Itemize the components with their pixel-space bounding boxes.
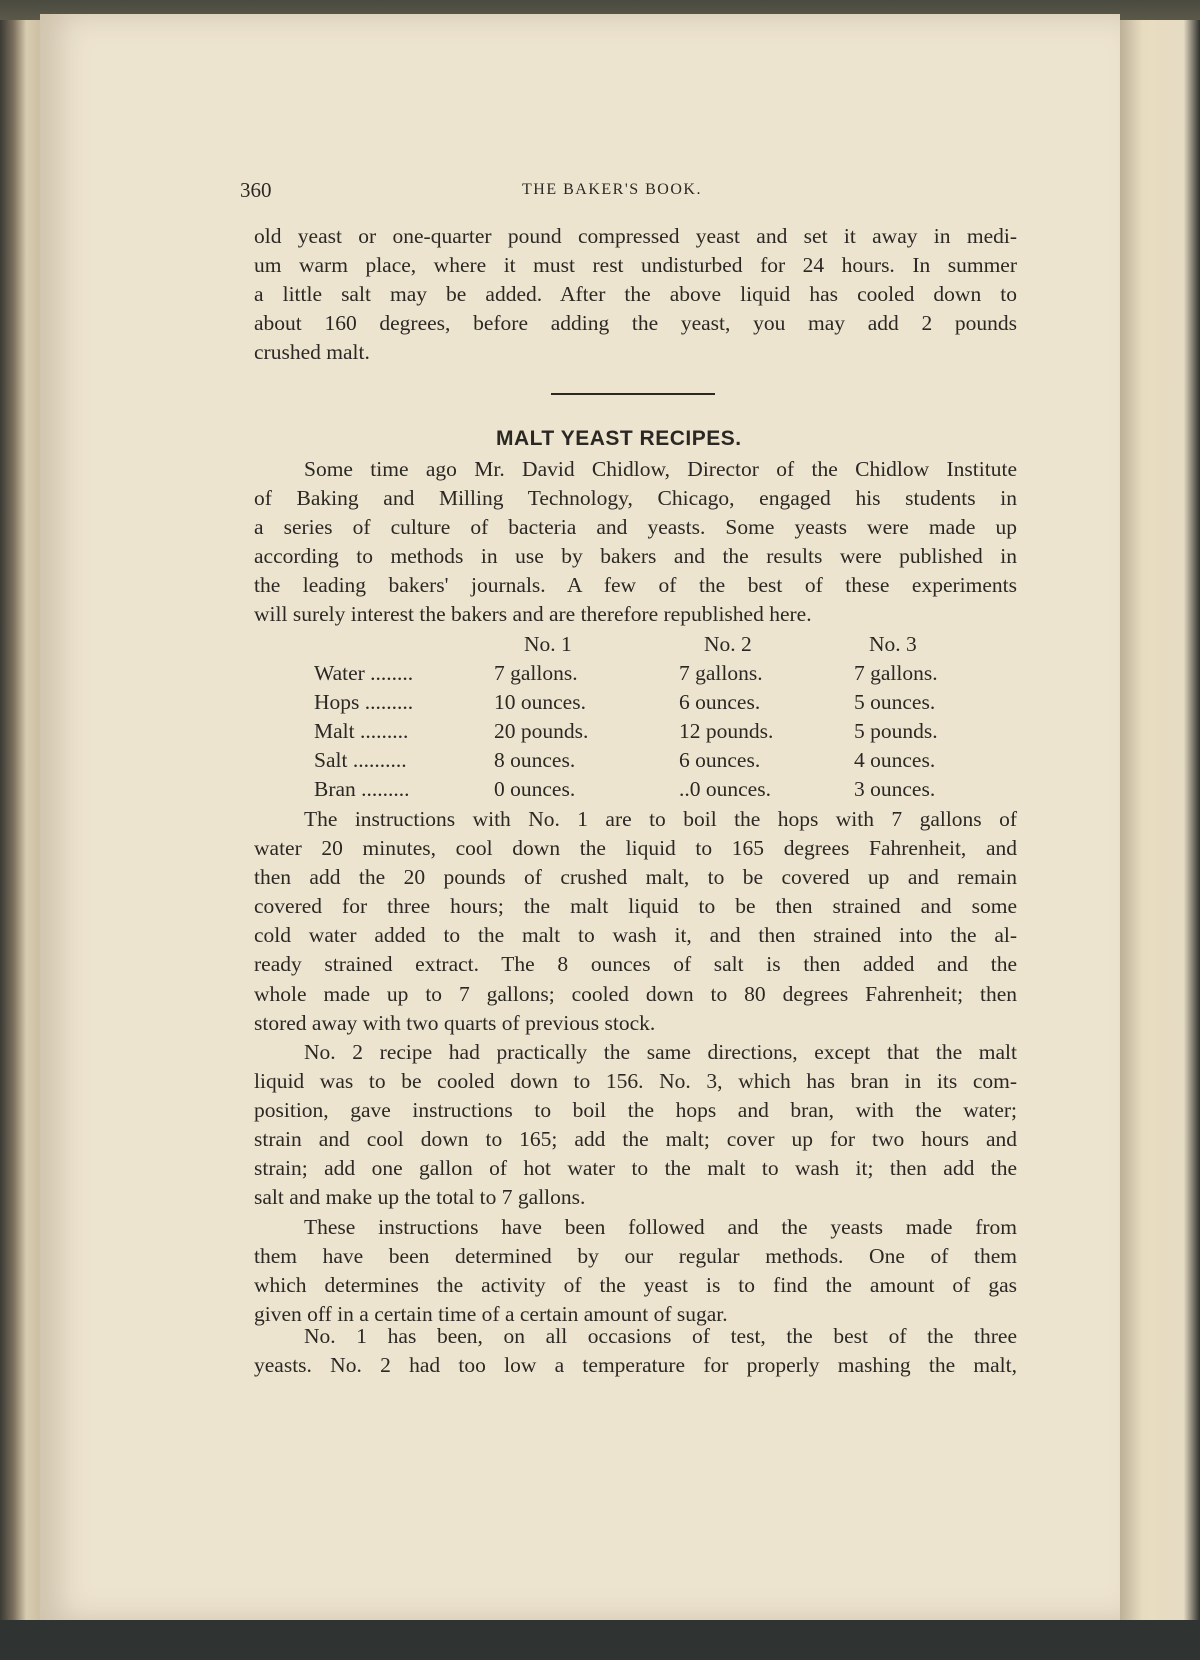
table-cell: 6 ounces. <box>679 748 761 772</box>
row-label: Salt .......... <box>314 748 407 772</box>
row-label: Bran ......... <box>314 777 410 801</box>
paragraph-3 <box>254 1038 1017 1213</box>
text-line: salt and make up the total to 7 gallons. <box>254 1185 586 1210</box>
text-line: whole made up to 7 gallons; cooled down to 80 degrees Fahrenheit; then <box>254 981 1017 1006</box>
row-label: Malt ......... <box>314 719 409 743</box>
table-cell: 6 ounces. <box>679 690 761 714</box>
column-header: No. 3 <box>869 632 917 656</box>
section-divider <box>551 393 715 395</box>
text-line: cold water added to the malt to wash it, and then strained into the al- <box>254 923 1017 948</box>
text-line: ready strained extract. The 8 ounces of salt is then added and the <box>254 952 1017 977</box>
text-line: given off in a certain time of a certain amount of sugar. <box>254 1302 728 1327</box>
column-header: No. 1 <box>524 632 572 656</box>
text-line: The instructions with No. 1 are to boil the hops with 7 gallons of <box>304 807 1017 831</box>
table-cell: 7 gallons. <box>494 661 578 685</box>
text-line: old yeast or one-quarter pound compressed yeast and set it away in medi- <box>254 224 1017 248</box>
text-line: according to methods in use by bakers and the results were published in <box>254 544 1017 569</box>
book-bottom-edge <box>0 1620 1200 1660</box>
table-row <box>314 690 974 719</box>
text-line: about 160 degrees, before adding the yeast, you may add 2 pounds <box>254 311 1017 336</box>
text-line: a series of culture of bacteria and yeasts. Some yeasts were made up <box>254 515 1017 540</box>
table-cell: 0 ounces. <box>494 777 576 801</box>
table-row <box>314 661 974 690</box>
table-cell: 20 pounds. <box>494 719 589 743</box>
row-label: Water ........ <box>314 661 414 685</box>
table-header <box>314 632 974 661</box>
text-line: which determines the activity of the yeast is to find the amount of gas <box>254 1273 1017 1298</box>
table-cell: ..0 ounces. <box>679 777 771 801</box>
table-row <box>314 777 974 806</box>
text-line: strain and cool down to 165; add the malt; cover up for two hours and <box>254 1127 1017 1152</box>
column-header: No. 2 <box>704 632 752 656</box>
recipe-table <box>314 632 974 806</box>
table-cell: 3 ounces. <box>854 777 936 801</box>
text-line: yeasts. No. 2 had too low a temperature for properly mashing the malt, <box>254 1353 1017 1378</box>
text-line: a little salt may be added. After the above liquid has cooled down to <box>254 282 1017 307</box>
table-cell: 10 ounces. <box>494 690 586 714</box>
table-cell: 5 ounces. <box>854 690 936 714</box>
text-line: position, gave instructions to boil the hops and bran, with the water; <box>254 1098 1017 1123</box>
table-cell: 7 gallons. <box>679 661 763 685</box>
running-title: THE BAKER'S BOOK. <box>522 181 702 198</box>
section-heading: MALT YEAST RECIPES. <box>496 427 742 450</box>
text-line: Some time ago Mr. David Chidlow, Director of the Chidlow Institute <box>304 457 1017 481</box>
text-line: strain; add one gallon of hot water to the malt to wash it; then add the <box>254 1156 1017 1181</box>
text-line: These instructions have been followed and the yeasts made from <box>304 1215 1017 1239</box>
text-line: water 20 minutes, cool down the liquid to 165 degrees Fahrenheit, and <box>254 836 1017 861</box>
table-row <box>314 748 974 777</box>
paragraph-5 <box>254 1322 1017 1380</box>
book-left-edge <box>0 20 44 1640</box>
text-line: the leading bakers' journals. A few of the best of these experiments <box>254 573 1017 598</box>
text-line: No. 2 recipe had practically the same directions, except that the malt <box>304 1040 1017 1064</box>
table-cell: 8 ounces. <box>494 748 576 772</box>
table-cell: 7 gallons. <box>854 661 938 685</box>
text-line: will surely interest the bakers and are therefore republished here. <box>254 602 812 627</box>
paragraph-1 <box>254 455 1017 630</box>
text-line: um warm place, where it must rest undisturbed for 24 hours. In summer <box>254 253 1017 278</box>
table-cell: 12 pounds. <box>679 719 774 743</box>
text-line: crushed malt. <box>254 340 370 365</box>
text-line: liquid was to be cooled down to 156. No. 3, which has bran in its com- <box>254 1069 1017 1094</box>
table-row <box>314 719 974 748</box>
row-label: Hops ......... <box>314 690 414 714</box>
table-cell: 4 ounces. <box>854 748 936 772</box>
next-page-edge <box>1118 20 1200 1640</box>
page-number: 360 <box>240 178 272 202</box>
text-line: covered for three hours; the malt liquid to be then strained and some <box>254 894 1017 919</box>
text-line: stored away with two quarts of previous stock. <box>254 1010 656 1035</box>
text-line: No. 1 has been, on all occasions of test, the best of the three <box>304 1324 1017 1348</box>
text-line: of Baking and Milling Technology, Chicago, engaged his students in <box>254 486 1017 511</box>
paragraph-4 <box>254 1213 1017 1329</box>
paragraph-2 <box>254 805 1017 1038</box>
intro-paragraph <box>254 222 1017 367</box>
text-line: them have been determined by our regular methods. One of them <box>254 1244 1017 1269</box>
table-cell: 5 pounds. <box>854 719 938 743</box>
text-line: then add the 20 pounds of crushed malt, to be covered up and remain <box>254 865 1017 890</box>
